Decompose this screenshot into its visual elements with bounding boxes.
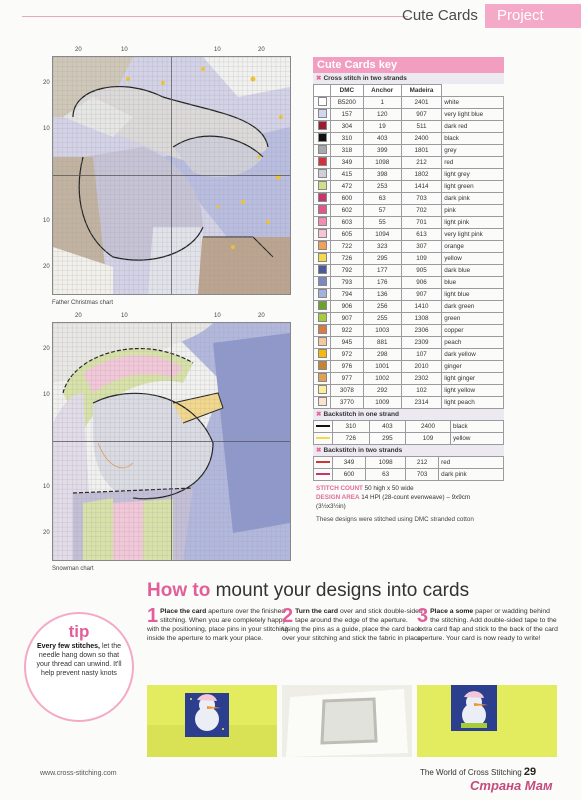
key-dmc: 310 (333, 421, 370, 433)
tip-text: Every few stitches, let the needle hang down so that your thread can unwind. It'll help prevent nasty knots (36, 643, 122, 677)
key-dmc: 605 (331, 229, 364, 241)
key-colour-name: blue (442, 277, 504, 289)
chart-tick: 20 (75, 47, 82, 53)
key-colour-name: yellow (450, 433, 503, 445)
symbol-swatch (314, 397, 331, 409)
step-1: 1 Place the card aperture over the finished stitching. When you are completely happy with the positioning, place pins in your stitching inside the aperture to mark your place. (147, 605, 289, 642)
footer-url: www.cross-stitching.com (40, 770, 117, 777)
key-madeira: 703 (406, 469, 439, 481)
key-colour-name: orange (442, 241, 504, 253)
key-row (314, 457, 504, 469)
chart-tick: 10 (43, 126, 50, 132)
key-dmc: 977 (331, 373, 364, 385)
symbol-swatch (314, 205, 331, 217)
key-anchor: 399 (363, 145, 401, 157)
key-row (314, 169, 504, 181)
tip-bubble (24, 612, 134, 722)
symbol-swatch (314, 361, 331, 373)
chart-tick: 10 (214, 47, 221, 53)
backstitch-line-swatch (314, 421, 333, 433)
key-dmc: 603 (331, 217, 364, 229)
chart-caption: Snowman chart (52, 566, 94, 572)
chart-tick: 20 (43, 346, 50, 352)
key-row (314, 421, 504, 433)
key-row (314, 289, 504, 301)
key-row (314, 469, 504, 481)
key-madeira: 613 (401, 229, 442, 241)
backstitch-line-swatch (314, 433, 333, 445)
key-anchor: 298 (363, 349, 401, 361)
key-anchor: 55 (363, 217, 401, 229)
key-section-cross: ✖ Cross stitch in two strands (313, 73, 504, 84)
chart-tick: 10 (43, 392, 50, 398)
symbol-swatch (314, 157, 331, 169)
key-anchor: 253 (363, 181, 401, 193)
header-rule (22, 16, 408, 17)
key-colour-name: grey (442, 145, 504, 157)
key-colour-name: white (442, 97, 504, 109)
symbol-swatch (314, 133, 331, 145)
key-madeira: 2314 (401, 397, 442, 409)
symbol-swatch (314, 253, 331, 265)
symbol-swatch (314, 265, 331, 277)
key-row (314, 325, 504, 337)
symbol-swatch (314, 337, 331, 349)
key-row (314, 397, 504, 409)
key-dmc: 722 (331, 241, 364, 253)
key-anchor: 323 (363, 241, 401, 253)
key-anchor: 403 (369, 421, 406, 433)
key-row (314, 157, 504, 169)
key-madeira: 1802 (401, 169, 442, 181)
key-colour-name: red (439, 457, 504, 469)
key-colour-name: dark green (442, 301, 504, 313)
key-row (314, 205, 504, 217)
key-anchor: 256 (363, 301, 401, 313)
key-dmc: 922 (331, 325, 364, 337)
key-madeira: 905 (401, 265, 442, 277)
key-anchor: 292 (363, 385, 401, 397)
symbol-swatch (314, 313, 331, 325)
key-anchor: 1094 (363, 229, 401, 241)
key-row (314, 217, 504, 229)
key-legend (313, 481, 504, 524)
key-anchor: 1098 (365, 457, 405, 469)
key-anchor: 403 (363, 133, 401, 145)
key-anchor: 1 (363, 97, 401, 109)
key-row (314, 385, 504, 397)
step-3: 3 Place a some paper or wadding behind the stitching. Add double-sided tape to the extra card flap and stick to the back of the card aperture. Your card is now ready to write! (417, 605, 558, 642)
key-dmc: 157 (331, 109, 364, 121)
symbol-swatch (314, 217, 331, 229)
key-row (314, 181, 504, 193)
chart-tick: 10 (214, 313, 221, 319)
symbol-swatch (314, 289, 331, 301)
chart-tick: 10 (121, 47, 128, 53)
symbol-swatch (314, 349, 331, 361)
footer-magazine: The World of Cross Stitching 29 (420, 766, 537, 778)
key-row (314, 253, 504, 265)
key-anchor: 1003 (363, 325, 401, 337)
key-col-dmc: DMC (331, 85, 364, 97)
thread-note: These designs were stitched using DMC stranded cotton (316, 516, 474, 523)
key-colour-name: light grey (442, 169, 504, 181)
key-anchor: 19 (363, 121, 401, 133)
key-colour-name: ginger (442, 361, 504, 373)
symbol-swatch (314, 385, 331, 397)
key-dmc: 3078 (331, 385, 364, 397)
key-madeira: 2400 (406, 421, 451, 433)
snowman-chart (52, 322, 291, 561)
key-anchor: 1002 (363, 373, 401, 385)
key-dmc: 726 (333, 433, 370, 445)
key-row (314, 109, 504, 121)
key-anchor: 57 (363, 205, 401, 217)
key-dmc: 602 (331, 205, 364, 217)
key-madeira: 109 (401, 253, 442, 265)
key-colour-name: light green (442, 181, 504, 193)
key-madeira: 1414 (401, 181, 442, 193)
symbol-swatch (314, 277, 331, 289)
key-anchor: 398 (363, 169, 401, 181)
chart-tick: 10 (43, 484, 50, 490)
key-row (314, 313, 504, 325)
key-colour-name: dark pink (439, 469, 504, 481)
key-table-back1 (313, 420, 504, 445)
key-colour-name: very light blue (442, 109, 504, 121)
chart-tick: 10 (121, 313, 128, 319)
key-madeira: 2309 (401, 337, 442, 349)
key-dmc: 472 (331, 181, 364, 193)
key-anchor: 177 (363, 265, 401, 277)
key-anchor: 295 (369, 433, 406, 445)
key-row (314, 121, 504, 133)
key-dmc: B5200 (331, 97, 364, 109)
watermark: Страна Мам (470, 778, 553, 793)
key-col-colour (442, 85, 504, 97)
step-2-photo (282, 685, 412, 757)
key-madeira: 907 (401, 289, 442, 301)
key-section-backstitch-one: ✖ Backstitch in one strand (313, 409, 504, 420)
key-col-anchor: Anchor (363, 85, 401, 97)
key-colour-name: red (442, 157, 504, 169)
key-colour-name: light ginger (442, 373, 504, 385)
symbol-swatch (314, 229, 331, 241)
backstitch-line-swatch (314, 469, 333, 481)
key-madeira: 907 (401, 109, 442, 121)
key-colour-name: copper (442, 325, 504, 337)
chart-tick: 20 (258, 47, 265, 53)
key-colour-name: light pink (442, 217, 504, 229)
symbol-swatch (314, 97, 331, 109)
step-1-photo (147, 685, 277, 757)
symbol-swatch (314, 145, 331, 157)
symbol-swatch (314, 181, 331, 193)
key-dmc: 600 (333, 469, 366, 481)
key-madeira: 212 (401, 157, 442, 169)
key-row (314, 133, 504, 145)
key-table-back2 (313, 456, 504, 481)
key-colour-name: yellow (442, 253, 504, 265)
key-dmc: 972 (331, 349, 364, 361)
section-title: Cute Cards (402, 7, 478, 24)
step-3-photo (417, 685, 557, 757)
symbol-swatch (314, 301, 331, 313)
key-madeira: 2010 (401, 361, 442, 373)
symbol-swatch (314, 109, 331, 121)
key-colour-name: light blue (442, 289, 504, 301)
key-row (314, 229, 504, 241)
key-anchor: 120 (363, 109, 401, 121)
key-dmc: 349 (333, 457, 366, 469)
key-madeira: 2306 (401, 325, 442, 337)
tip-title: tip (68, 622, 90, 641)
key-colour-name: dark yellow (442, 349, 504, 361)
symbol-swatch (314, 121, 331, 133)
section-tab: Project (485, 4, 581, 28)
key-row (314, 277, 504, 289)
key-dmc: 349 (331, 157, 364, 169)
design-area: DESIGN AREA 14 HPI (28-count evenweave) – 9x9cm (3½x3½in) (316, 494, 471, 510)
chart-tick: 10 (43, 218, 50, 224)
symbol-swatch (314, 241, 331, 253)
chart-tick: 20 (43, 530, 50, 536)
key-anchor: 881 (363, 337, 401, 349)
key-col-madeira: Madeira (401, 85, 442, 97)
symbol-swatch (314, 169, 331, 181)
key-anchor: 136 (363, 289, 401, 301)
key-dmc: 726 (331, 253, 364, 265)
thread-key (313, 57, 504, 524)
key-row (314, 193, 504, 205)
key-dmc: 310 (331, 133, 364, 145)
chart-tick: 20 (43, 80, 50, 86)
key-row (314, 97, 504, 109)
key-colour-name: black (450, 421, 503, 433)
key-anchor: 255 (363, 313, 401, 325)
key-madeira: 2302 (401, 373, 442, 385)
father-christmas-chart (52, 56, 291, 295)
key-row (314, 241, 504, 253)
key-dmc: 945 (331, 337, 364, 349)
key-colour-name: peach (442, 337, 504, 349)
key-dmc: 600 (331, 193, 364, 205)
key-colour-name: green (442, 313, 504, 325)
key-row (314, 349, 504, 361)
key-row (314, 433, 504, 445)
key-anchor: 1009 (363, 397, 401, 409)
howto-title: How to mount your designs into cards (147, 580, 470, 601)
key-madeira: 906 (401, 277, 442, 289)
key-dmc: 906 (331, 301, 364, 313)
key-madeira: 2401 (401, 97, 442, 109)
chart-caption: Father Christmas chart (52, 300, 114, 306)
key-madeira: 2400 (401, 133, 442, 145)
key-colour-name: dark red (442, 121, 504, 133)
key-anchor: 1098 (363, 157, 401, 169)
key-colour-name: dark blue (442, 265, 504, 277)
key-colour-name: very light pink (442, 229, 504, 241)
key-madeira: 1308 (401, 313, 442, 325)
stitch-count: STITCH COUNT 50 high x 50 wide (316, 485, 414, 492)
key-madeira: 1801 (401, 145, 442, 157)
key-row (314, 373, 504, 385)
key-col-symbol (314, 85, 331, 97)
key-section-backstitch-two: ✖ Backstitch in two strands (313, 445, 504, 456)
key-colour-name: dark pink (442, 193, 504, 205)
key-dmc: 793 (331, 277, 364, 289)
key-madeira: 212 (406, 457, 439, 469)
key-dmc: 792 (331, 265, 364, 277)
key-anchor: 63 (363, 193, 401, 205)
key-madeira: 511 (401, 121, 442, 133)
key-dmc: 976 (331, 361, 364, 373)
key-row (314, 337, 504, 349)
key-madeira: 703 (401, 193, 442, 205)
key-dmc: 907 (331, 313, 364, 325)
key-colour-name: light yellow (442, 385, 504, 397)
backstitch-line-swatch (314, 457, 333, 469)
key-madeira: 701 (401, 217, 442, 229)
key-anchor: 176 (363, 277, 401, 289)
key-table (313, 84, 504, 409)
key-row (314, 361, 504, 373)
key-dmc: 794 (331, 289, 364, 301)
key-title: Cute Cards key (313, 57, 504, 73)
symbol-swatch (314, 325, 331, 337)
chart-tick: 20 (43, 264, 50, 270)
key-dmc: 304 (331, 121, 364, 133)
key-row (314, 265, 504, 277)
key-madeira: 109 (406, 433, 451, 445)
key-madeira: 102 (401, 385, 442, 397)
key-colour-name: pink (442, 205, 504, 217)
key-colour-name: black (442, 133, 504, 145)
key-colour-name: light peach (442, 397, 504, 409)
key-dmc: 3770 (331, 397, 364, 409)
chart-tick: 20 (75, 313, 82, 319)
key-anchor: 63 (365, 469, 405, 481)
key-madeira: 702 (401, 205, 442, 217)
key-dmc: 318 (331, 145, 364, 157)
symbol-swatch (314, 193, 331, 205)
chart-tick: 20 (258, 313, 265, 319)
key-madeira: 307 (401, 241, 442, 253)
key-row (314, 145, 504, 157)
key-row (314, 301, 504, 313)
key-anchor: 1001 (363, 361, 401, 373)
key-dmc: 415 (331, 169, 364, 181)
key-madeira: 107 (401, 349, 442, 361)
step-2: 2 Turn the card over and stick double-sided tape around the edge of the aperture. Using the pins as a guide, place the card back over your stitching and stick the fabric in place. (282, 605, 423, 642)
symbol-swatch (314, 373, 331, 385)
key-madeira: 1410 (401, 301, 442, 313)
key-anchor: 295 (363, 253, 401, 265)
